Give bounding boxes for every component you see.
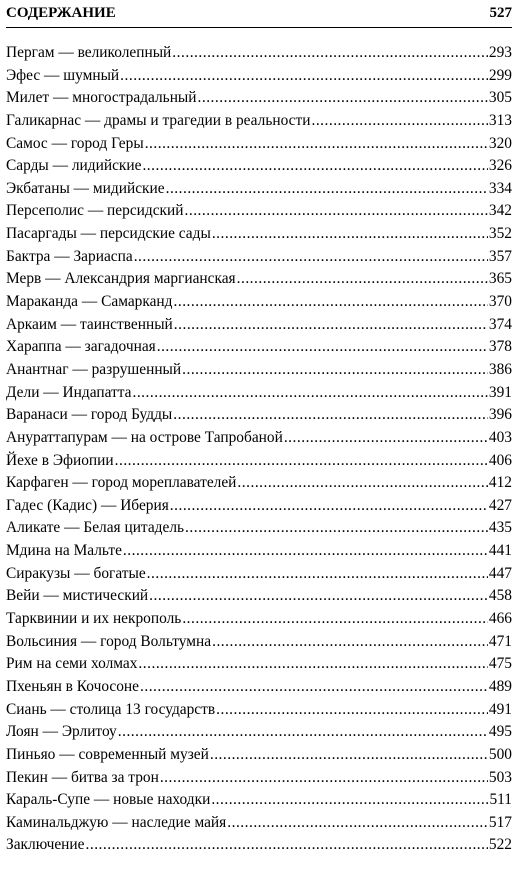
toc-entry-page: 435 [488, 519, 512, 537]
toc-entry [6, 248, 512, 271]
toc-entry [6, 112, 512, 135]
toc-entry [6, 587, 512, 610]
toc-entry-page: 342 [488, 202, 512, 220]
toc-entry-title: Карфаген — город мореплавателей [6, 474, 237, 492]
toc-entry-title: Сиань — столица 13 государств [6, 700, 216, 718]
toc-entry [6, 497, 512, 520]
toc-entry-title: Бактра — Зариаспа [6, 247, 133, 265]
toc-dot-leader [284, 429, 488, 447]
toc-dot-leader [198, 89, 488, 107]
toc-dot-leader [216, 701, 488, 719]
toc-entry [6, 701, 512, 724]
toc-dot-leader [173, 406, 488, 424]
toc-entry [6, 542, 512, 565]
toc-entry-title: Мараканда — Самарканд [6, 293, 173, 311]
toc-entry-title: Мерв — Александрия маргианская [6, 270, 236, 288]
toc-entry-page: 386 [488, 360, 512, 378]
toc-entry-page: 500 [488, 745, 512, 763]
toc-dot-leader [211, 791, 488, 809]
toc-entry-title: Гадес (Кадис) — Иберия [6, 496, 169, 514]
toc-entry-title: Милет — многострадальный [6, 89, 197, 107]
toc-entry-page: 365 [488, 270, 512, 288]
toc-entry-title: Дели — Индапатта [6, 383, 132, 401]
toc-dot-leader [170, 497, 488, 515]
toc-entry [6, 836, 512, 859]
toc-entry-page: 475 [488, 655, 512, 673]
toc-entry [6, 406, 512, 429]
toc-entry-page: 471 [488, 632, 512, 650]
toc-entry-title: Аркаим — таинственный [6, 315, 173, 333]
toc-entry-title: Самос — город Геры [6, 134, 144, 152]
toc-entry [6, 723, 512, 746]
toc-entry [6, 769, 512, 792]
toc-entry-title: Экбатаны — мидийские [6, 179, 165, 197]
section-title: СОДЕРЖАНИЕ [6, 4, 116, 21]
toc-entry-page: 491 [488, 700, 512, 718]
toc-entry-page: 370 [488, 293, 512, 311]
toc-dot-leader [210, 746, 488, 764]
toc-entry-title: Анураттапурам — на острове Тапробаной [6, 428, 283, 446]
toc-entry-title: Рим на семи холмах [6, 655, 138, 673]
toc-entry [6, 338, 512, 361]
toc-entry-title: Пхеньян в Кочосоне [6, 677, 139, 695]
toc-entry-title: Каминальджую — наследие майя [6, 813, 227, 831]
toc-entry [6, 452, 512, 475]
toc-entry-title: Караль-Супе — новые находки [6, 791, 211, 809]
page-number: 527 [489, 4, 512, 21]
toc-entry [6, 565, 512, 588]
toc-entry-page: 299 [488, 66, 512, 84]
toc-entry-page: 374 [488, 315, 512, 333]
toc-entry-title: Пекин — битва за трон [6, 768, 159, 786]
toc-entry [6, 519, 512, 542]
toc-dot-leader [174, 293, 488, 311]
toc-dot-leader [237, 270, 488, 288]
toc-entry [6, 474, 512, 497]
toc-dot-leader [172, 44, 488, 62]
toc-entry-title: Эфес — шумный [6, 66, 120, 84]
toc-dot-leader [132, 384, 487, 402]
toc-dot-leader [115, 452, 488, 470]
toc-dot-leader [140, 678, 488, 696]
toc-entry [6, 655, 512, 678]
toc-dot-leader [157, 338, 488, 356]
toc-entry-title: Тарквинии и их некрополь [6, 610, 182, 628]
toc-entry-page: 412 [488, 474, 512, 492]
toc-entry [6, 180, 512, 203]
toc-entry [6, 270, 512, 293]
toc-entry-page: 489 [488, 677, 512, 695]
toc-entry-title: Пергам — великолепный [6, 44, 172, 61]
toc-dot-leader [118, 723, 488, 741]
toc-dot-leader [160, 769, 488, 787]
toc-dot-leader [86, 836, 488, 854]
toc-entry-title: Галикарнас — драмы и трагедии в реальности [6, 111, 311, 129]
toc-entry [6, 610, 512, 633]
toc-entry-page: 447 [488, 564, 512, 582]
toc-entry-page: 357 [488, 247, 512, 265]
toc-entry-title: Аликате — Белая цитадель [6, 519, 185, 537]
header-rule [6, 27, 512, 28]
toc-dot-leader [185, 519, 488, 537]
toc-entry [6, 633, 512, 656]
toc-entry [6, 293, 512, 316]
toc-entry-title: Мдина на Мальте [6, 542, 122, 560]
toc-dot-leader [227, 814, 488, 832]
toc-entry-page: 427 [488, 496, 512, 514]
toc-entry [6, 135, 512, 158]
toc-entry [6, 814, 512, 837]
toc-entry-page: 406 [488, 451, 512, 469]
toc-dot-leader [134, 248, 488, 266]
toc-entry-page: 320 [488, 134, 512, 152]
toc-entry-title: Персеполис — персидский [6, 202, 184, 220]
toc-entry-title: Вейи — мистический [6, 587, 149, 605]
toc-entry [6, 384, 512, 407]
toc-entry-page: 305 [488, 89, 512, 107]
toc-entry-page: 466 [488, 610, 512, 628]
toc-entry [6, 678, 512, 701]
toc-entry-page: 391 [488, 383, 512, 401]
toc-entry-title: Лоян — Эрлитоу [6, 723, 117, 741]
toc-dot-leader [212, 225, 488, 243]
toc-entry-title: Пиньяо — современный музей [6, 745, 209, 763]
toc-entry [6, 202, 512, 225]
toc-entry [6, 746, 512, 769]
toc-entry [6, 316, 512, 339]
toc-entry [6, 157, 512, 180]
toc-entry [6, 791, 512, 814]
toc-entry-page: 396 [488, 406, 512, 424]
toc-entry [6, 67, 512, 90]
toc-dot-leader [182, 610, 488, 628]
toc-dot-leader [166, 180, 488, 198]
toc-entry-title: Хараппа — загадочная [6, 338, 156, 356]
toc-entry-page: 313 [488, 111, 512, 129]
toc-entry-page: 293 [488, 44, 512, 61]
toc-dot-leader [142, 157, 487, 175]
toc-entry-page: 511 [489, 791, 512, 809]
toc-dot-leader [185, 202, 488, 220]
toc-dot-leader [149, 587, 488, 605]
toc-dot-leader [311, 112, 487, 130]
toc-entry-page: 458 [488, 587, 512, 605]
toc-entry [6, 225, 512, 248]
toc-entry-title: Анантнаг — разрушенный [6, 360, 182, 378]
toc-entry-page: 334 [488, 179, 512, 197]
toc-entry [6, 361, 512, 384]
toc-entry-page: 517 [488, 813, 512, 831]
table-of-contents [6, 44, 512, 859]
toc-entry-page: 495 [488, 723, 512, 741]
toc-dot-leader [145, 135, 488, 153]
toc-entry-title: Сарды — лидийские [6, 157, 142, 175]
toc-dot-leader [123, 542, 488, 560]
toc-entry-title: Йехе в Эфиопии [6, 451, 114, 469]
toc-entry-page: 352 [488, 225, 512, 243]
toc-entry [6, 429, 512, 452]
toc-dot-leader [212, 633, 488, 651]
toc-entry [6, 89, 512, 112]
toc-dot-leader [138, 655, 487, 673]
toc-dot-leader [174, 316, 488, 334]
toc-entry-page: 378 [488, 338, 512, 356]
toc-entry-title: Сиракузы — богатые [6, 564, 146, 582]
toc-entry-title: Варанаси — город Будды [6, 406, 173, 424]
toc-entry-page: 522 [488, 836, 512, 854]
toc-dot-leader [147, 565, 488, 583]
toc-entry-title: Пасаргады — персидские сады [6, 225, 211, 243]
toc-entry-title: Вольсиния — город Вольтумна [6, 632, 212, 650]
toc-entry-page: 441 [488, 542, 512, 560]
page-header [6, 0, 512, 26]
toc-dot-leader [182, 361, 488, 379]
toc-entry-title: Заключение [6, 836, 85, 854]
toc-entry-page: 503 [488, 768, 512, 786]
toc-dot-leader [237, 474, 487, 492]
toc-entry-page: 403 [488, 428, 512, 446]
toc-entry [6, 44, 512, 67]
toc-dot-leader [120, 67, 488, 85]
toc-entry-page: 326 [488, 157, 512, 175]
